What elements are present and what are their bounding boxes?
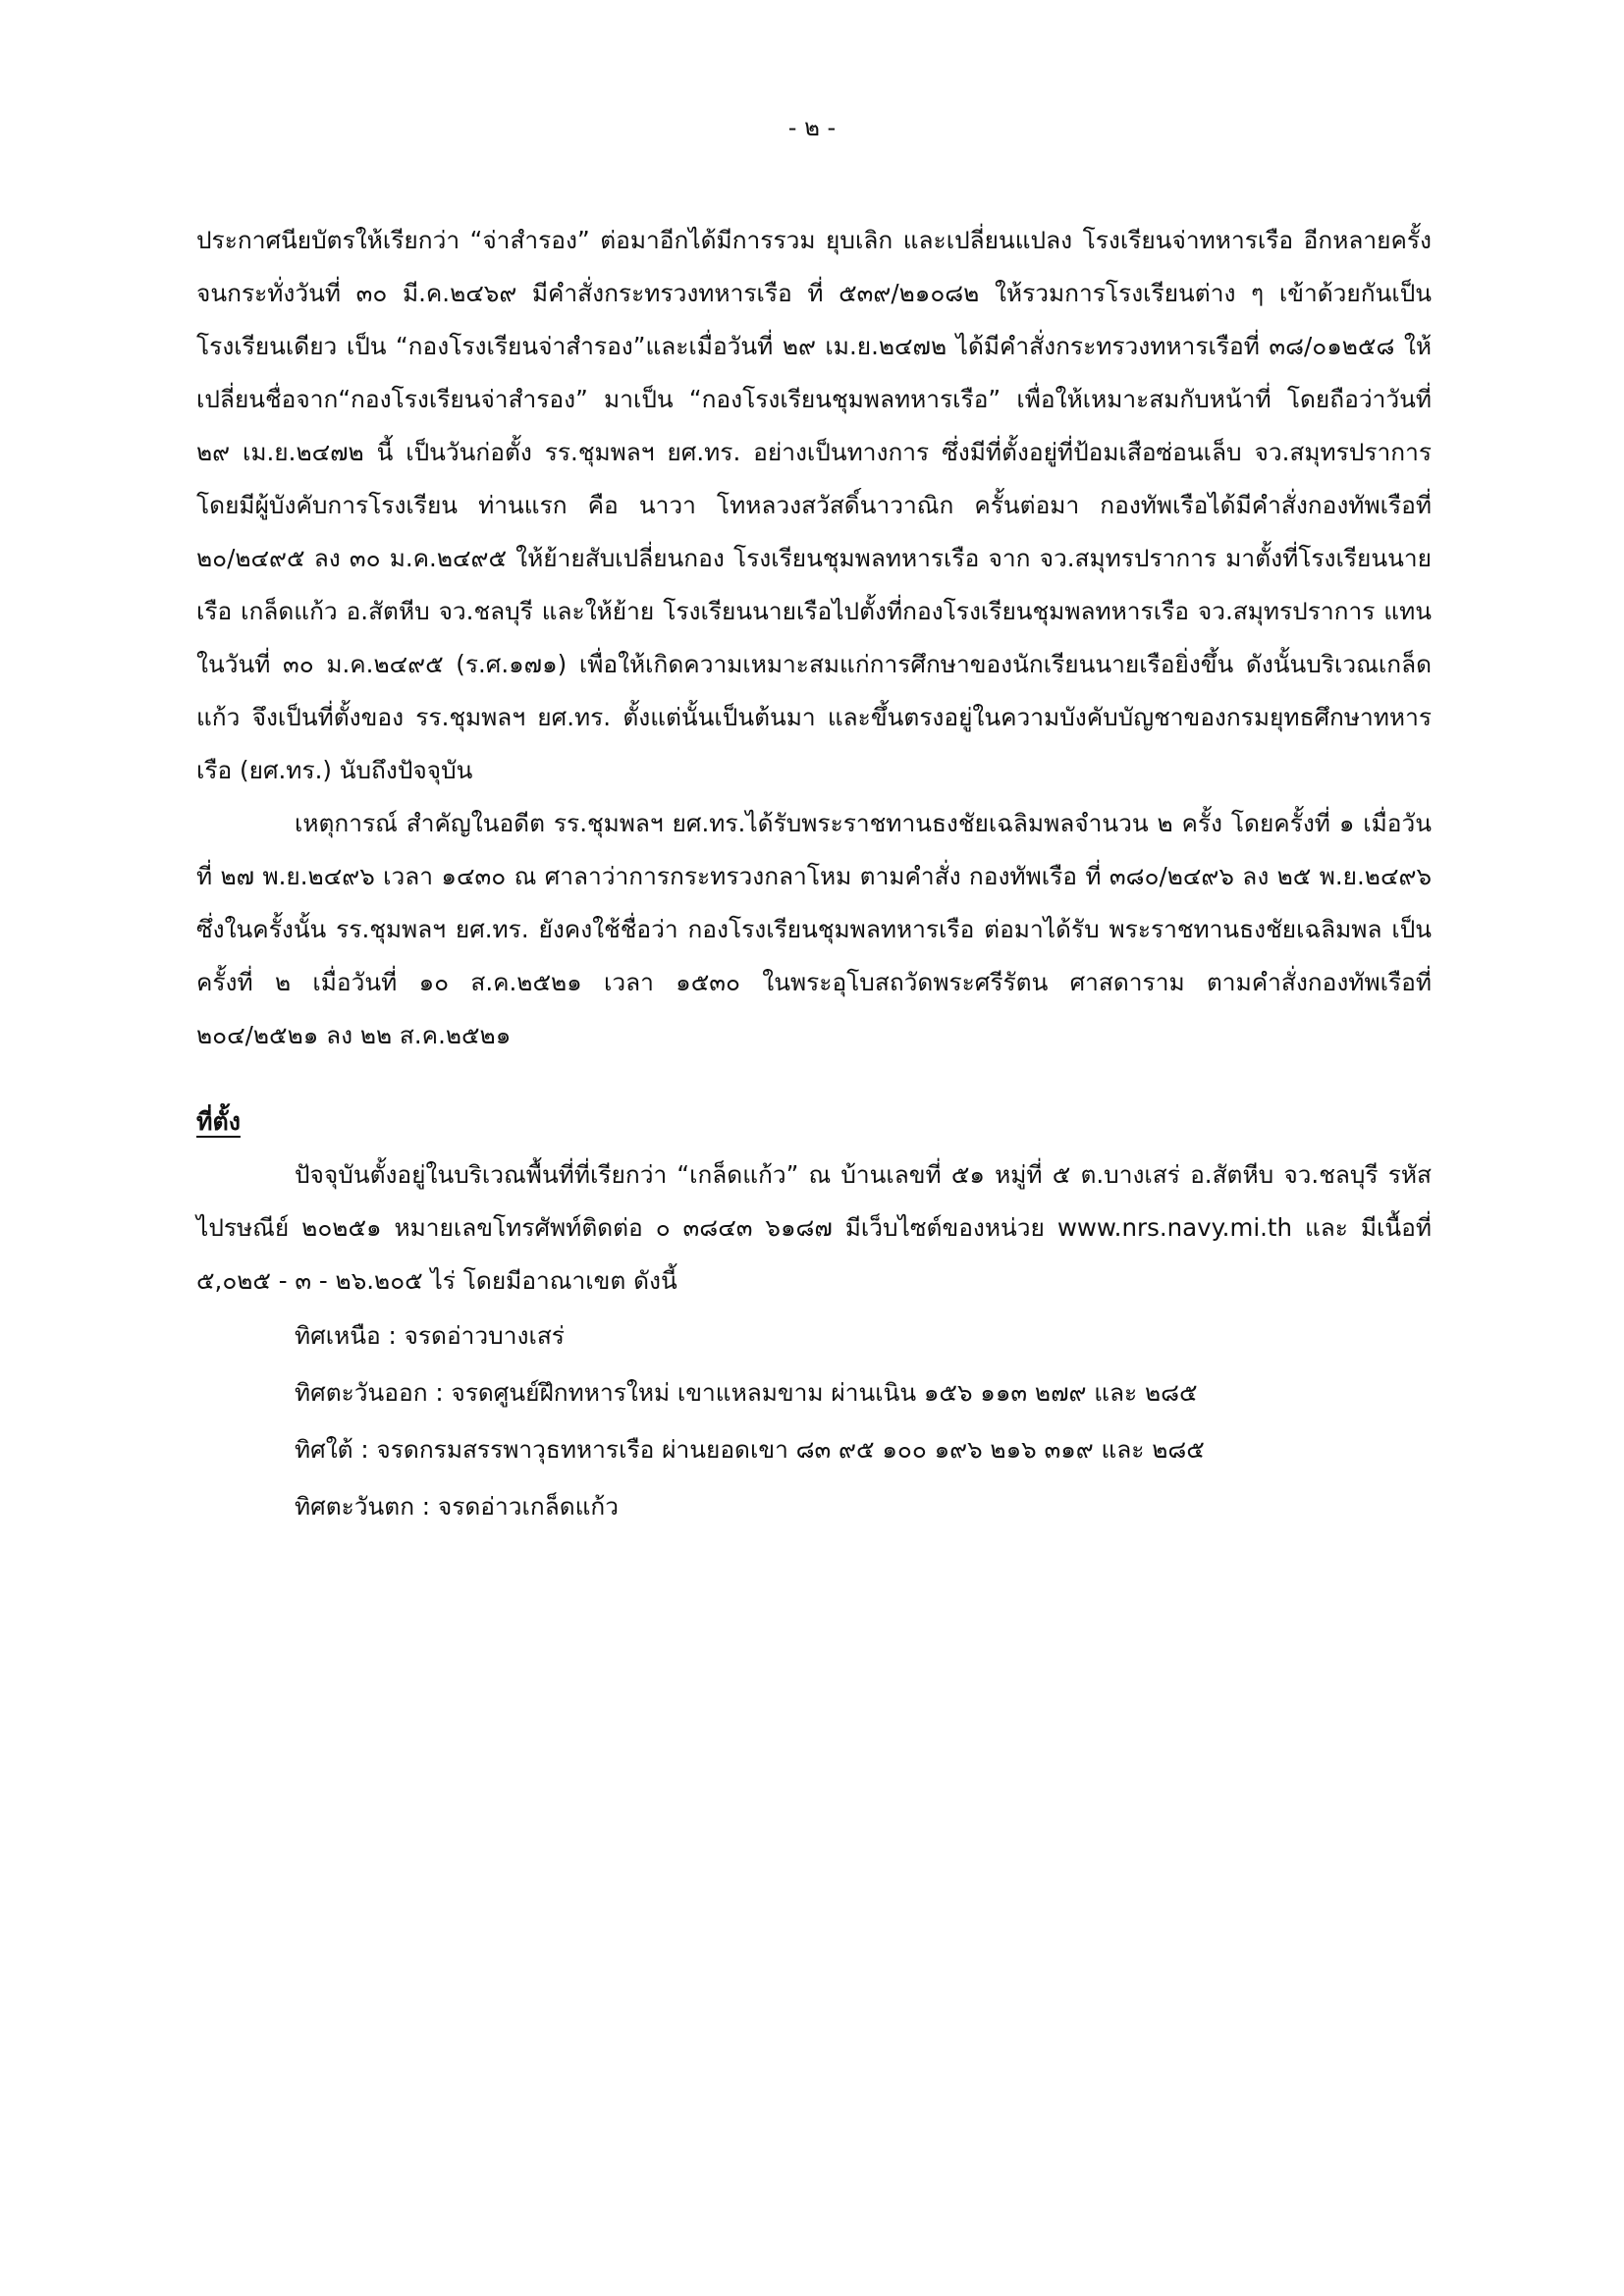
- boundary-south: ทิศใต้ : จรดกรมสรรพาวุธทหารเรือ ผ่านยอดเขา ๘๓ ๙๕ ๑๐๐ ๑๙๖ ๒๑๖ ๓๑๙ และ ๒๘๕: [295, 1435, 1205, 1464]
- boundary-north: ทิศเหนือ : จรดอ่าวบางเสร่: [295, 1321, 565, 1350]
- boundary-west: ทิศตะวันตก : จรดอ่าวเกล็ดแก้ว: [295, 1492, 620, 1521]
- history-paragraph-1: ประกาศนียบัตรให้เรียกว่า “จ่าสำรอง” ต่อมาอีกได้มีการรวม ยุบเลิก และเปลี่ยนแปลง โรงเรียนจ่าทหารเรือ อีกหลายครั้ง จนกระทั่งวันที่ ๓๐ มี.ค.๒๔๖๙ มีคำสั่งกระทรวงทหารเรือ ที่ ๕๓๙/๒๑๐๘๒ ให้รวมการโรงเรียนต่าง ๆ เข้าด้วยกันเป็นโรงเรียนเดียว เป็น “กองโรงเรียนจ่าสำรอง”และเมื่อวันที่ ๒๙ เม.ย.๒๔๗๒ ได้มีคำสั่งกระทรวงทหารเรือที่ ๓๘/๐๑๒๕๘ ให้เปลี่ยนชื่อจาก“กองโรงเรียนจ่าสำรอง” มาเป็น “กองโรงเรียนชุมพลทหารเรือ” เพื่อให้เหมาะสมกับหน้าที่ โดยถือว่าวันที่ ๒๙ เม.ย.๒๔๗๒ นี้ เป็นวันก่อตั้ง รร.ชุมพลฯ ยศ.ทร. อย่างเป็นทางการ ซึ่งมีที่ตั้งอยู่ที่ป้อมเสือซ่อนเล็บ จว.สมุทรปราการ โดยมีผู้บังคับการโรงเรียน ท่านแรก คือ นาวา โทหลวงสวัสดิ์นาวาณิก ครั้นต่อมา กองทัพเรือได้มีคำสั่งกองทัพเรือที่ ๒๐/๒๔๙๕ ลง ๓๐ ม.ค.๒๔๙๕ ให้ย้ายสับเปลี่ยนกอง โรงเรียนชุมพลทหารเรือ จาก จว.สมุทรปราการ มาตั้งที่โรงเรียนนายเรือ เกล็ดแก้ว อ.สัตหีบ จว.ชลบุรี และให้ย้าย โรงเรียนนายเรือไปตั้งที่กองโรงเรียนชุมพลทหารเรือ จว.สมุทรปราการ แทน ในวันที่ ๓๐ ม.ค.๒๔๙๕ (ร.ศ.๑๗๑) เพื่อให้เกิดความเหมาะสมแก่การศึกษาของนักเรียนนายเรือยิ่งขึ้น ดังนั้นบริเวณเกล็ดแก้ว จึงเป็นที่ตั้งของ รร.ชุมพลฯ ยศ.ทร. ตั้งแต่นั้นเป็นต้นมา และขึ้นตรงอยู่ในความบังคับบัญชาของกรมยุทธศึกษาทหารเรือ (ยศ.ทร.) นับถึงปัจจุบัน: [196, 226, 1432, 784]
- boundary-east: ทิศตะวันออก : จรดศูนย์ฝึกทหารใหม่ เขาแหลมขาม ผ่านเนิน ๑๕๖ ๑๑๓ ๒๗๙ และ ๒๘๕: [295, 1378, 1198, 1407]
- page-number: - ๒ -: [787, 114, 837, 141]
- document-body: [196, 214, 1432, 1535]
- location-paragraph: ปัจจุบันตั้งอยู่ในบริเวณพื้นที่ที่เรียกว่า “เกล็ดแก้ว” ณ บ้านเลขที่ ๕๑ หมู่ที่ ๕ ต.บางเสร่ อ.สัตหีบ จว.ชลบุรี รหัสไปรษณีย์ ๒๐๒๕๑ หมายเลขโทรศัพท์ติดต่อ ๐ ๓๘๔๓ ๖๑๘๗ มีเว็บไซต์ของหน่วย www.nrs.navy.mi.th และ มีเนื้อที่ ๕,๐๒๕ - ๓ - ๒๖.๒๐๕ ไร่ โดยมีอาณาเขต ดังนี้: [196, 1160, 1432, 1295]
- history-paragraph-2: เหตุการณ์ สำคัญในอดีต รร.ชุมพลฯ ยศ.ทร.ได้รับพระราชทานธงชัยเฉลิมพลจำนวน ๒ ครั้ง โดยครั้งที่ ๑ เมื่อวันที่ ๒๗ พ.ย.๒๔๙๖ เวลา ๑๔๓๐ ณ ศาลาว่าการกระทรวงกลาโหม ตามคำสั่ง กองทัพเรือ ที่ ๓๘๐/๒๔๙๖ ลง ๒๕ พ.ย.๒๔๙๖ ซึ่งในครั้งนั้น รร.ชุมพลฯ ยศ.ทร. ยังคงใช้ชื่อว่า กองโรงเรียนชุมพลทหารเรือ ต่อมาได้รับ พระราชทานธงชัยเฉลิมพล เป็นครั้งที่ ๒ เมื่อวันที่ ๑๐ ส.ค.๒๕๒๑ เวลา ๑๕๓๐ ในพระอุโบสถวัดพระศรีรัตน ศาสดาราม ตามคำสั่งกองทัพเรือที่ ๒๐๔/๒๕๒๑ ลง ๒๒ ส.ค.๒๕๒๑: [196, 809, 1432, 1049]
- location-heading: ที่ตั้ง: [196, 1107, 241, 1136]
- boundary-list: [196, 1308, 1432, 1535]
